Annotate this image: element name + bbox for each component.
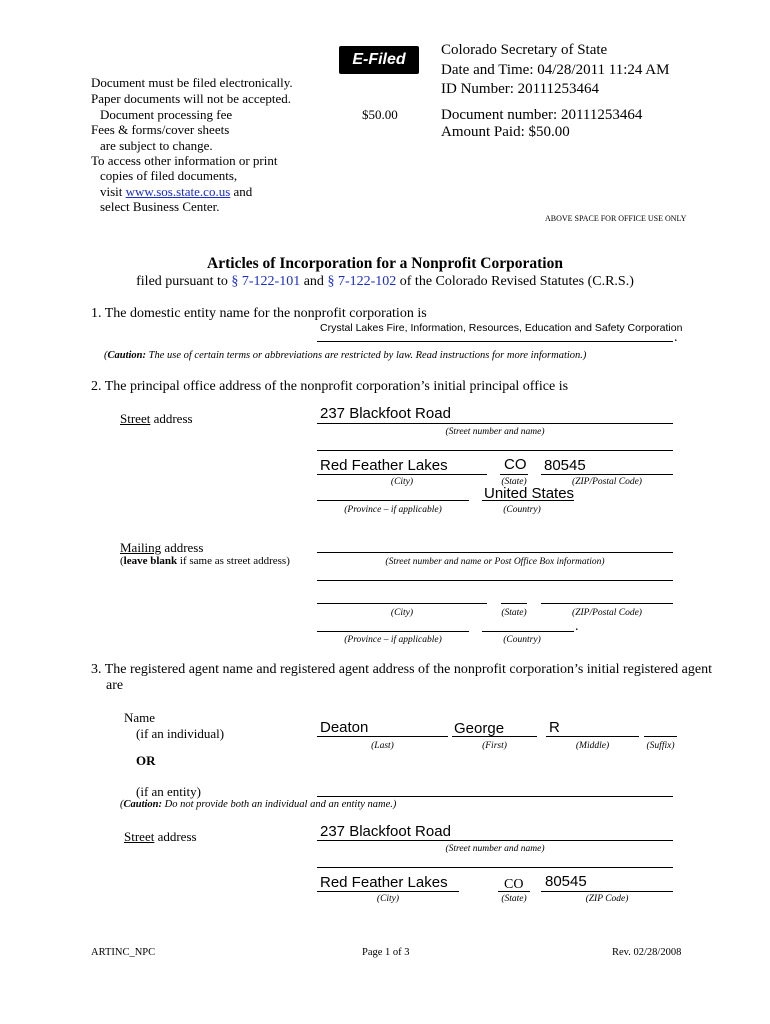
visit-prefix: visit	[100, 184, 123, 199]
entity-name-line	[317, 341, 673, 342]
processing-fee: $50.00	[362, 107, 398, 122]
paren: (	[104, 350, 108, 361]
paren: (	[120, 555, 124, 567]
instruction-line: Fees & forms/cover sheets	[91, 122, 230, 137]
agent-city-caption: (City)	[376, 894, 400, 904]
street-label-underlined: Street	[124, 829, 155, 844]
section3-caution	[120, 799, 396, 810]
visit-suffix: and	[233, 184, 253, 199]
last-caption: (Last)	[371, 741, 394, 751]
principal-country-field[interactable]: United States	[484, 485, 575, 502]
street-label-rest: address	[154, 829, 197, 844]
agent-state-line	[498, 891, 530, 892]
agent-zip-field[interactable]: 80545	[545, 873, 587, 890]
mailing-zip-caption: (ZIP/Postal Code)	[572, 608, 642, 618]
form-id: ARTINC_NPC	[91, 947, 156, 958]
paren: )	[582, 350, 587, 361]
mailing-address-label	[120, 540, 203, 556]
paren: (	[120, 799, 124, 810]
office-title: Colorado Secretary of State	[441, 42, 608, 58]
mailing-note-bold: leave blank	[123, 555, 178, 567]
visit-line	[100, 184, 252, 200]
mailing-street-line2[interactable]	[317, 580, 673, 581]
agent-state-field[interactable]: CO	[504, 877, 524, 892]
filed-prefix: filed pursuant to	[136, 274, 228, 289]
agent-name-label: Name	[124, 710, 156, 725]
province-caption: (Province – if applicable)	[344, 505, 442, 515]
instruction-line: Document processing fee	[100, 107, 233, 122]
document-number: Document number: 20111253464	[441, 107, 643, 123]
section2-label: 2. The principal office address of the nonprofit corporation’s initial principal office is	[91, 379, 569, 394]
zip-caption: (ZIP/Postal Code)	[572, 477, 642, 487]
mailing-note-rest: if same as street address)	[177, 555, 290, 567]
e-filed-stamp-label: E-Filed	[352, 51, 406, 68]
caution-label: Caution:	[123, 799, 163, 810]
filing-date-time: Date and Time: 04/28/2011 11:24 AM	[441, 62, 670, 78]
office-use-note: ABOVE SPACE FOR OFFICE USE ONLY	[545, 214, 687, 223]
agent-middle-name-field[interactable]: R	[549, 719, 560, 736]
section1-label: 1. The domestic entity name for the nonprofit corporation is	[91, 306, 427, 321]
mailing-label-underlined: Mailing	[120, 540, 162, 555]
agent-street-address-label	[124, 829, 197, 845]
instruction-line: To access other information or print	[91, 153, 278, 168]
mailing-state-field[interactable]	[501, 603, 527, 604]
instruction-line: Document must be filed electronically.	[91, 75, 293, 90]
agent-first-line	[452, 736, 537, 737]
filed-suffix: of the Colorado Revised Statutes (C.R.S.)	[399, 274, 634, 289]
mailing-street-caption: (Street number and name or Post Office Box information)	[385, 557, 605, 567]
agent-street-line	[317, 840, 673, 841]
form-subtitle	[0, 274, 770, 290]
agent-street-line2	[317, 867, 673, 868]
page-number: Page 1 of 3	[362, 947, 410, 958]
sos-website-link[interactable]: www.sos.state.co.us	[125, 184, 231, 199]
first-caption: (First)	[482, 741, 507, 751]
agent-street-caption: (Street number and name)	[445, 844, 545, 854]
mailing-zip-field[interactable]	[541, 603, 673, 604]
section3-label-cont: are	[106, 678, 124, 693]
mailing-note	[120, 555, 290, 567]
agent-entity-name-field[interactable]	[317, 796, 673, 797]
agent-city-line	[317, 891, 459, 892]
instruction-line: are subject to change.	[100, 138, 213, 153]
principal-zip-field[interactable]: 80545	[544, 457, 586, 474]
country-caption: (Country)	[503, 505, 541, 515]
instruction-line: Paper documents will not be accepted.	[91, 91, 291, 106]
agent-last-line	[317, 736, 448, 737]
agent-zip-caption: (ZIP Code)	[585, 894, 629, 904]
caution-text: Do not provide both an individual and an entity name.	[164, 799, 393, 810]
principal-state-field[interactable]: CO	[504, 456, 527, 473]
street-caption: (Street number and name)	[445, 427, 545, 437]
principal-province-line	[317, 500, 469, 501]
principal-state-line	[500, 474, 528, 475]
amount-paid: Amount Paid: $50.00	[441, 124, 570, 140]
mailing-province-caption: (Province – if applicable)	[344, 635, 442, 645]
principal-street-line	[317, 423, 673, 424]
mailing-city-field[interactable]	[317, 603, 487, 604]
mailing-street-field[interactable]	[317, 552, 673, 553]
if-individual-label: (if an individual)	[136, 726, 225, 741]
suffix-caption: (Suffix)	[646, 741, 675, 751]
paren: )	[392, 799, 397, 810]
mailing-city-caption: (City)	[390, 608, 414, 618]
principal-street-field[interactable]: 237 Blackfoot Road	[320, 405, 451, 422]
statute-link-7-122-102[interactable]: § 7-122-102	[327, 274, 397, 289]
city-caption: (City)	[390, 477, 414, 487]
id-number: ID Number: 20111253464	[441, 81, 600, 97]
street-label-underlined: Street	[120, 411, 151, 426]
street-address-label	[120, 411, 193, 427]
principal-city-field[interactable]: Red Feather Lakes	[320, 457, 448, 474]
street-label-rest: address	[150, 411, 193, 426]
principal-street-line2	[317, 450, 673, 451]
agent-zip-line	[541, 891, 673, 892]
principal-city-line	[317, 474, 487, 475]
agent-state-caption: (State)	[501, 894, 527, 904]
instruction-line: select Business Center.	[100, 199, 220, 214]
middle-caption: (Middle)	[575, 741, 610, 751]
caution-label: Caution:	[107, 350, 147, 361]
mailing-label-rest: address	[161, 540, 204, 555]
mailing-state-caption: (State)	[501, 608, 527, 618]
state-caption: (State)	[501, 477, 527, 487]
entity-name-field[interactable]: Crystal Lakes Fire, Information, Resources, Education and Safety Corporation	[320, 322, 683, 334]
or-label: OR	[136, 753, 156, 768]
entity-name-period: .	[674, 330, 678, 345]
agent-street-field[interactable]: 237 Blackfoot Road	[320, 823, 451, 840]
agent-middle-line	[546, 736, 639, 737]
agent-first-name-field[interactable]: George	[454, 720, 505, 737]
caution-text: The use of certain terms or abbreviations are restricted by law. Read instructions for more information.	[148, 350, 583, 361]
revision-date: Rev. 02/28/2008	[612, 947, 682, 958]
agent-suffix-line	[644, 736, 677, 737]
e-filed-stamp	[339, 46, 419, 74]
principal-country-line	[482, 500, 574, 501]
and-text: and	[303, 274, 324, 289]
agent-last-name-field[interactable]: Deaton	[320, 719, 369, 736]
mailing-province-field[interactable]	[317, 631, 469, 632]
mailing-country-caption: (Country)	[503, 635, 541, 645]
principal-zip-line	[541, 474, 673, 475]
instruction-line: copies of filed documents,	[100, 168, 238, 183]
section3-label: 3. The registered agent name and registered agent address of the nonprofit corporation’s initial registered agent	[91, 662, 712, 677]
statute-link-7-122-101[interactable]: § 7-122-101	[231, 274, 301, 289]
form-title: Articles of Incorporation for a Nonprofit Corporation	[207, 255, 563, 272]
mailing-period: .	[575, 619, 579, 634]
mailing-country-field[interactable]	[482, 631, 574, 632]
if-entity-label: (if an entity)	[136, 784, 201, 799]
section1-caution	[104, 350, 586, 361]
agent-city-field[interactable]: Red Feather Lakes	[320, 874, 448, 891]
